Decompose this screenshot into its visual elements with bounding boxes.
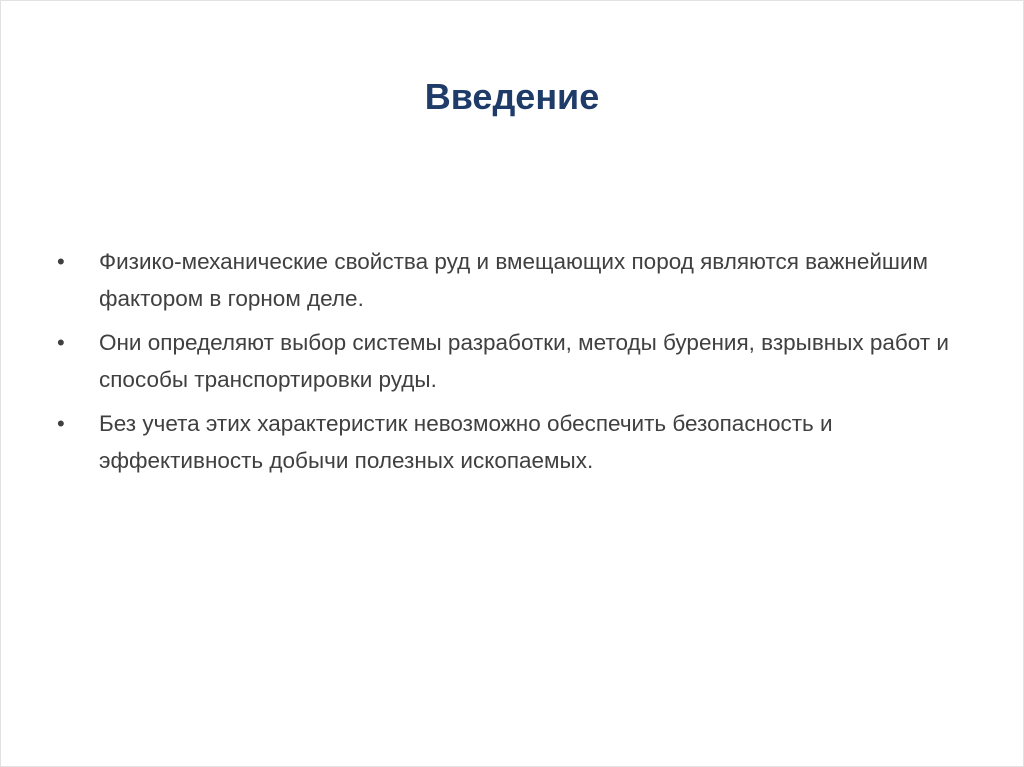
slide-title: Введение: [424, 76, 600, 117]
bullet-icon: •: [57, 330, 65, 355]
bullet-text: Они определяют выбор системы разработки, методы бурения, взрывных работ и способы транспортировки руды.: [99, 330, 949, 392]
bullet-icon: •: [57, 249, 65, 274]
bullet-item: [57, 405, 967, 479]
bullet-icon: •: [57, 411, 65, 436]
bullet-item: [57, 324, 967, 398]
bullet-item: [57, 243, 967, 317]
bullet-text: Физико-механические свойства руд и вмещающих пород являются важнейшим фактором в горном деле.: [99, 249, 929, 311]
bullet-text: Без учета этих характеристик невозможно обеспечить безопасность и эффективность добычи полезных ископаемых.: [99, 411, 833, 473]
bullet-list: [57, 243, 967, 486]
